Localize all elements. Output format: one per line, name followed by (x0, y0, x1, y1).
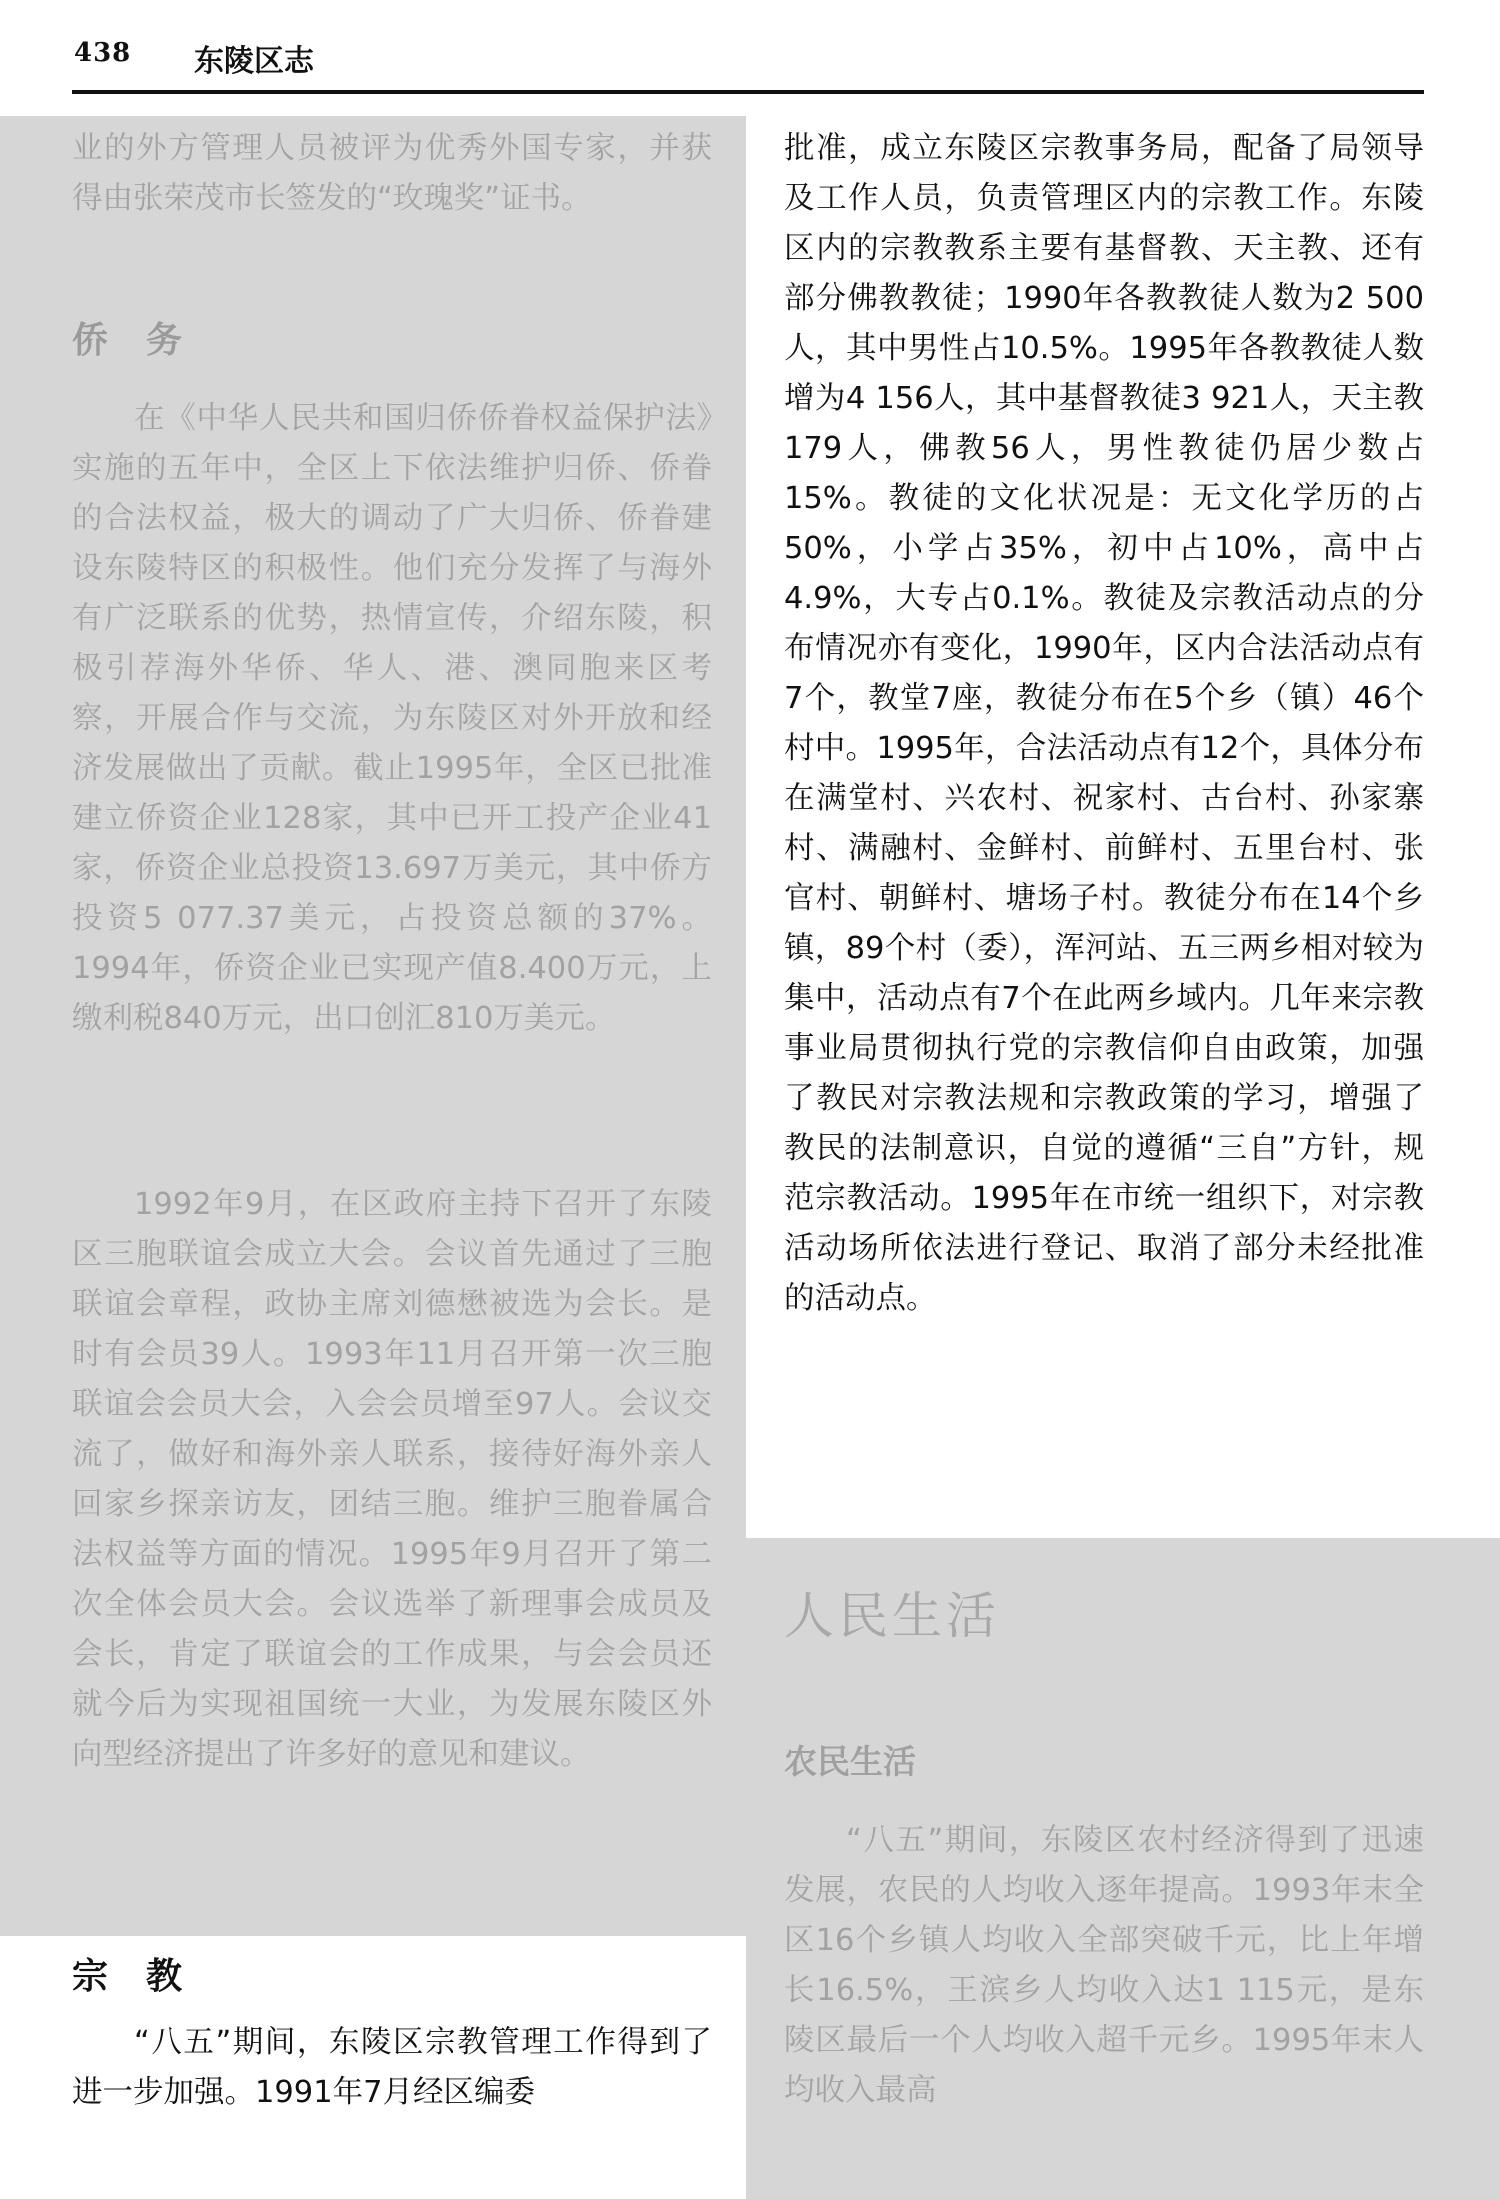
religion-continuation-paragraph: 批准，成立东陵区宗教事务局，配备了局领导及工作人员，负责管理区内的宗教工作。东陵区内的宗教教系主要有基督教、天主教、还有部分佛教教徒；1990年各教教徒人数为2 500人，其中男性占10.5%。1995年各教教徒人数增为4 156人，其中基督教徒3 921人，天主教179人，佛教56人，男性教徒仍居少数占15%。教徒的文化状况是：无文化学历的占50%，小学占35%，初中占10%，高中占4.9%，大专占0.1%。教徒及宗教活动点的分布情况亦有变化，1990年，区内合法活动点有7个，教堂7座，教徒分布在5个乡（镇）46个村中。1995年，合法活动点有12个，具体分布在满堂村、兴农村、祝家村、古台村、孙家寨村、满融村、金鲜村、前鲜村、五里台村、张官村、朝鲜村、塘场子村。教徒分布在14个乡镇，89个村（委），浑河站、五三两乡相对较为集中，活动点有7个在此两乡域内。几年来宗教事业局贯彻执行党的宗教信仰自由政策，加强了教民对宗教法规和宗教政策的学习，增强了教民的法制意识，自觉的遵循“三自”方针，规范宗教活动。1995年在市统一组织下，对宗教活动场所依法进行登记、取消了部分未经批准的活动点。 (784, 131, 1424, 1316)
subsection-heading-farmers-life: 农民生活 (784, 1742, 916, 1781)
page-number: 438 (74, 38, 132, 68)
overseas-paragraph-2: 1992年9月，在区政府主持下召开了东陵区三胞联谊会成立大会。会议首先通过了三胞联谊会章程，政协主席刘德懋被选为会长。是时有会员39人。1993年11月召开第一次三胞联谊会会员大会，入会会员增至97人。会议交流了，做好和海外亲人联系，接待好海外亲人回家乡探亲访友，团结三胞。维护三胞眷属合法权益等方面的情况。1995年9月召开了第二次全体会员大会。会议选举了新理事会成员及会长，肯定了联谊会的工作成果，与会会员还就今后为实现祖国统一大业，为发展东陵区外向型经济提出了许多好的意见和建议。 (72, 1187, 712, 1772)
right-column (784, 124, 1424, 1324)
running-title: 东陵区志 (194, 44, 314, 79)
section-heading-overseas: 侨务 (72, 320, 221, 361)
section-heading-religion: 宗教 (72, 1956, 221, 1997)
religion-paragraph-1: “八五”期间，东陵区宗教管理工作得到了进一步加强。1991年7月经区编委 (72, 2025, 712, 2110)
chapter-heading-people-life: 人民生活 (784, 1587, 1000, 1645)
farmers-paragraph-1: “八五”期间，东陵区农村经济得到了迅速发展，农民的人均收入逐年提高。1993年末全区16个乡镇人均收入全部突破千元，比上年增长16.5%，王滨乡人均收入达1 115元，是东陵区最后一个人均收入超千元乡。1995年末人均收入最高 (784, 1823, 1424, 2108)
left-column (72, 124, 712, 224)
overseas-paragraph-1: 在《中华人民共和国归侨侨眷权益保护法》实施的五年中，全区上下依法维护归侨、侨眷的合法权益，极大的调动了广大归侨、侨眷建设东陵特区的积极性。他们充分发挥了与海外有广泛联系的优势，热情宣传，介绍东陵，积极引荐海外华侨、华人、港、澳同胞来区考察，开展合作与交流，为东陵区对外开放和经济发展做出了贡献。截止1995年，全区已批准建立侨资企业128家，其中已开工投产企业41家，侨资企业总投资13.697万美元，其中侨方投资5 077.37美元，占投资总额的37%。1994年，侨资企业已实现产值8.400万元，上缴利税840万元，出口创汇810万美元。 (72, 401, 712, 1036)
overseas-continuation-paragraph: 业的外方管理人员被评为优秀外国专家，并获得由张荣茂市长签发的“玫瑰奖”证书。 (72, 131, 712, 216)
header-rule (72, 90, 1424, 94)
